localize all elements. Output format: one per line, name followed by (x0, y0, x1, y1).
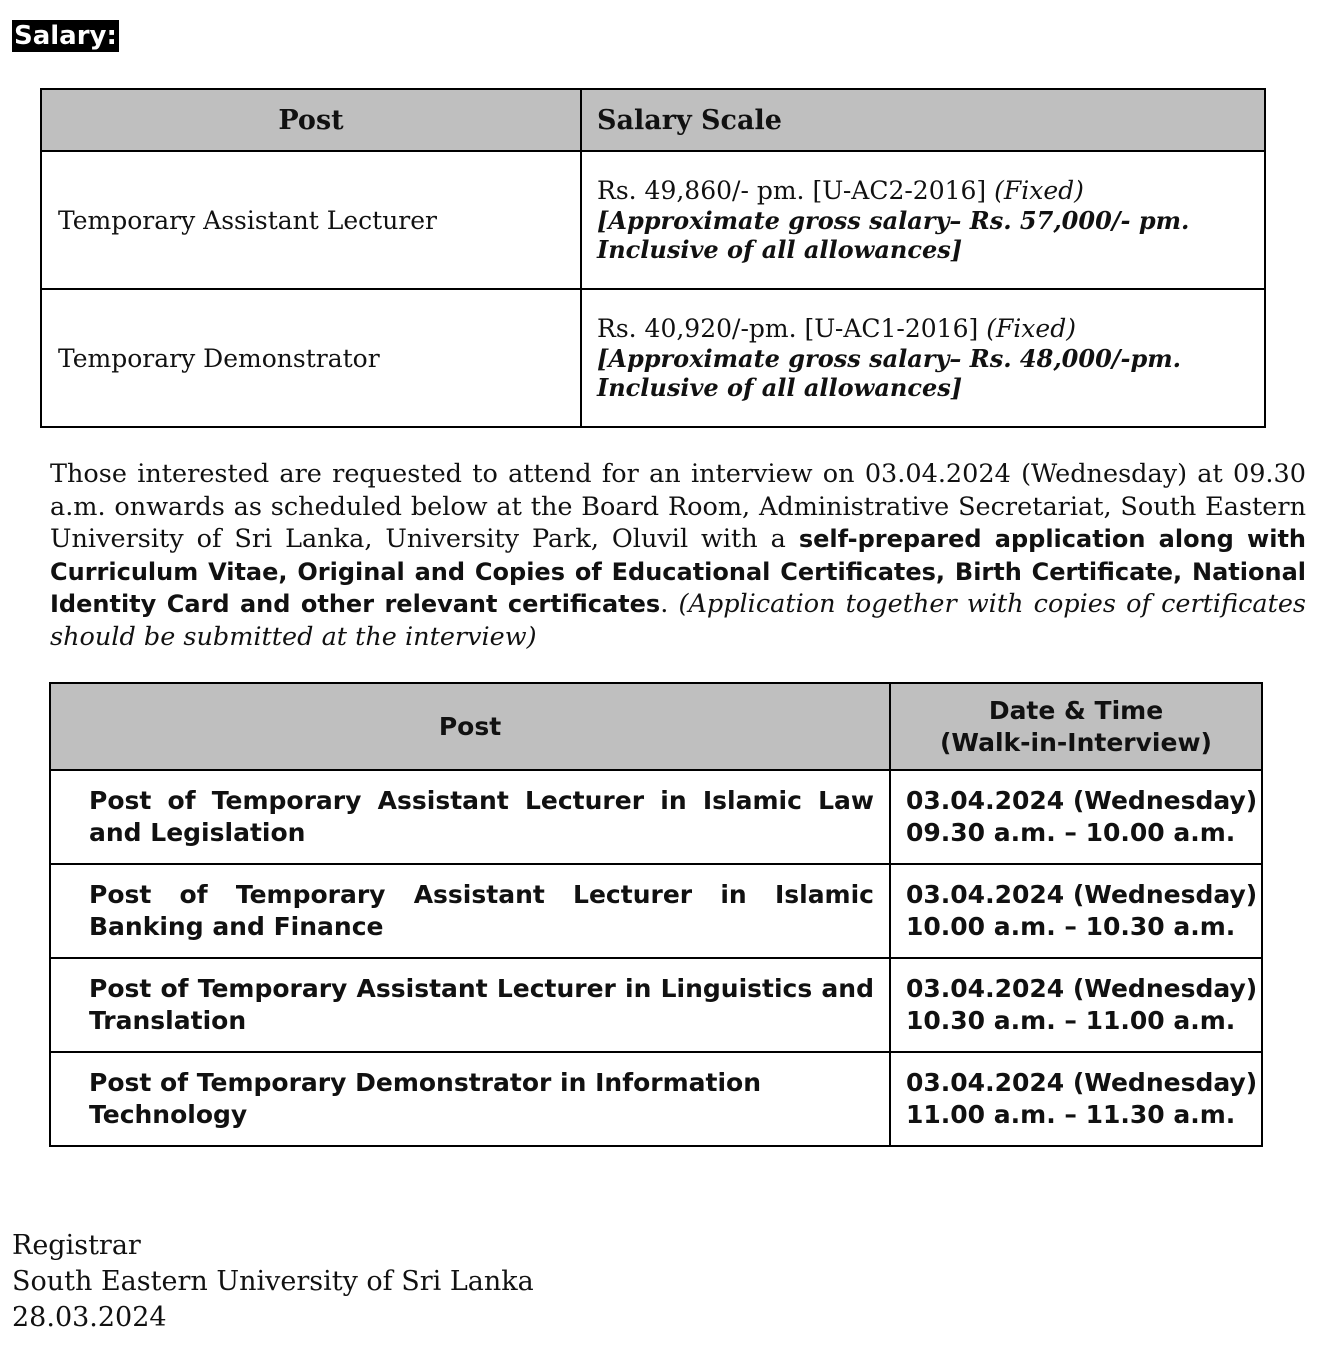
salary-scale-cell (581, 289, 1265, 427)
paragraph-note: (Application together with copies of certificates should be submitted at the interview) (50, 589, 1307, 652)
signature-date: 28.03.2024 (12, 1302, 167, 1333)
table-row (50, 864, 1262, 958)
salary-table (40, 88, 1266, 428)
table-row (50, 958, 1262, 1052)
salary-heading: Salary: (14, 21, 117, 51)
schedule-table (49, 682, 1263, 1147)
schedule-header-datetime-line1: Date & Time (988, 695, 1164, 725)
schedule-post-cell: Post of Temporary Assistant Lecturer in Islamic Banking and Finance (50, 864, 890, 958)
approximate-salary-note: [Approximate gross salary– Rs. 48,000/-pm. Inclusive of all allowances] (597, 344, 1182, 402)
schedule-date: 03.04.2024 (Wednesday) (906, 786, 1258, 815)
table-row (50, 1052, 1262, 1146)
schedule-time: 11.00 a.m. – 11.30 a.m. (906, 1100, 1236, 1129)
salary-header-post: Post (41, 89, 581, 151)
table-row (41, 289, 1265, 427)
signature-block (12, 1228, 534, 1336)
schedule-time: 09.30 a.m. – 10.00 a.m. (906, 818, 1236, 847)
approximate-salary-note: [Approximate gross salary– Rs. 57,000/- pm. Inclusive of all allowances] (597, 206, 1190, 264)
paragraph-text-end: . (660, 589, 679, 619)
salary-scale-value: Rs. 49,860/- pm. [U-AC2-2016] (597, 176, 987, 205)
schedule-header-datetime (890, 683, 1262, 770)
schedule-datetime-cell (890, 1052, 1262, 1146)
salary-scale-line (597, 176, 1234, 206)
schedule-table-header-row (50, 683, 1262, 770)
schedule-header-datetime-line2: (Walk-in-Interview) (940, 727, 1212, 757)
schedule-time: 10.00 a.m. – 10.30 a.m. (906, 912, 1236, 941)
salary-scale-line (597, 314, 1234, 344)
schedule-time: 10.30 a.m. – 11.00 a.m. (906, 1006, 1236, 1035)
schedule-datetime-cell (890, 770, 1262, 864)
schedule-post-cell: Post of Temporary Demonstrator in Information Technology (50, 1052, 890, 1146)
schedule-post-cell: Post of Temporary Assistant Lecturer in Linguistics and Translation (50, 958, 890, 1052)
salary-post-cell: Temporary Demonstrator (41, 289, 581, 427)
schedule-date: 03.04.2024 (Wednesday) (906, 880, 1258, 909)
paragraph-text: Those interested are requested to attend for an interview on 03.04.2024 (Wednesday) at 09.30 a.m. onwards as scheduled below at the Board Room, Administrative Secretariat, South Eastern University of Sri Lanka, University Park, Oluvil with a (50, 459, 1306, 554)
interview-paragraph (50, 458, 1306, 653)
schedule-post-cell: Post of Temporary Assistant Lecturer in Islamic Law and Legislation (50, 770, 890, 864)
schedule-datetime-cell (890, 958, 1262, 1052)
table-row (50, 770, 1262, 864)
schedule-header-post: Post (50, 683, 890, 770)
salary-scale-cell (581, 151, 1265, 289)
salary-table-header-row (41, 89, 1265, 151)
signatory-title: Registrar (12, 1230, 141, 1261)
fixed-label: (Fixed) (986, 314, 1076, 343)
salary-scale-value: Rs. 40,920/-pm. [U-AC1-2016] (597, 314, 979, 343)
schedule-datetime-cell (890, 864, 1262, 958)
fixed-label: (Fixed) (994, 176, 1084, 205)
salary-post-cell: Temporary Assistant Lecturer (41, 151, 581, 289)
paragraph-required-documents: self-prepared application along with Curriculum Vitae, Original and Copies of Educational Certificates, Birth Certificate, National Identity Card and other relevant certificates (50, 525, 1307, 618)
signatory-institution: South Eastern University of Sri Lanka (12, 1266, 534, 1297)
schedule-date: 03.04.2024 (Wednesday) (906, 974, 1258, 1003)
table-row (41, 151, 1265, 289)
schedule-date: 03.04.2024 (Wednesday) (906, 1068, 1258, 1097)
salary-header-scale: Salary Scale (581, 89, 1265, 151)
